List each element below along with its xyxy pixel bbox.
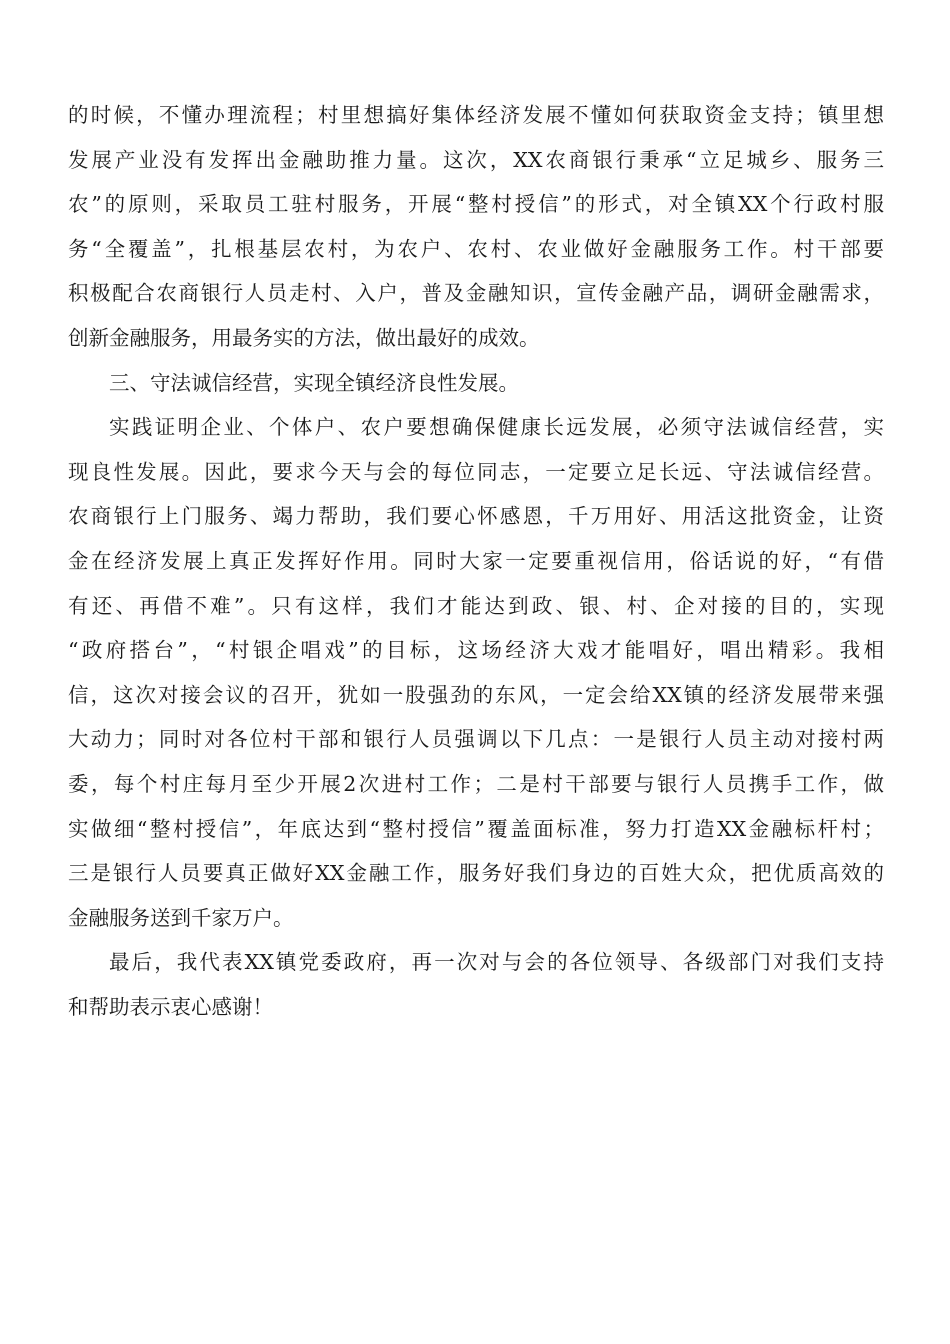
text-line: 信，这次对接会议的召开，犹如一股强劲的东风，一定会给XX镇的经济发展带来强 bbox=[68, 682, 884, 707]
text-line: 创新金融服务，用最务实的方法，做出最好的成效。 bbox=[68, 325, 540, 350]
text-line: “政府搭台”，“村银企唱戏”的目标，这场经济大戏才能唱好，唱出精彩。我相 bbox=[68, 638, 884, 663]
text-line: 实践证明企业、个体户、农户要想确保健康长远发展，必须守法诚信经营，实 bbox=[109, 415, 884, 440]
text-line: 三、守法诚信经营，实现全镇经济良性发展。 bbox=[109, 370, 519, 395]
text-line: 现良性发展。因此，要求今天与会的每位同志，一定要立足长远、守法诚信经营。 bbox=[68, 459, 884, 484]
text-line: 农”的原则，采取员工驻村服务，开展“整村授信”的形式，对全镇XX个行政村服 bbox=[68, 192, 884, 217]
text-line: 大动力；同时对各位村干部和银行人员强调以下几点：一是银行人员主动对接村两 bbox=[68, 727, 884, 752]
text-line: 最后，我代表XX镇党委政府，再一次对与会的各位领导、各级部门对我们支持 bbox=[109, 950, 884, 975]
text-line: 积极配合农商银行人员走村、入户，普及金融知识，宣传金融产品，调研金融需求， bbox=[68, 281, 884, 306]
text-line: 金融服务送到千家万户。 bbox=[68, 905, 294, 930]
text-line: 实做细“整村授信”，年底达到“整村授信”覆盖面标准，努力打造XX金融标杆村； bbox=[68, 816, 884, 841]
text-line: 三是银行人员要真正做好XX金融工作，服务好我们身边的百姓大众，把优质高效的 bbox=[68, 861, 884, 886]
text-line: 和帮助表示衷心感谢！ bbox=[68, 994, 273, 1019]
text-line: 务“全覆盖”，扎根基层农村，为农户、农村、农业做好金融服务工作。村干部要 bbox=[68, 236, 884, 261]
section-heading bbox=[68, 361, 884, 406]
paragraph bbox=[68, 405, 884, 940]
paragraph bbox=[68, 940, 884, 1029]
document-body bbox=[68, 93, 884, 1029]
text-line: 金在经济发展上真正发挥好作用。同时大家一定要重视信用，俗话说的好，“有借 bbox=[68, 548, 884, 573]
text-line: 发展产业没有发挥出金融助推力量。这次，XX农商银行秉承“立足城乡、服务三 bbox=[68, 147, 884, 172]
paragraph bbox=[68, 93, 884, 361]
text-line: 有还、再借不难”。只有这样，我们才能达到政、银、村、企对接的目的，实现 bbox=[68, 593, 884, 618]
text-line: 委，每个村庄每月至少开展2次进村工作；二是村干部要与银行人员携手工作，做 bbox=[68, 771, 884, 796]
text-line: 的时候，不懂办理流程；村里想搞好集体经济发展不懂如何获取资金支持；镇里想 bbox=[68, 103, 884, 127]
text-line: 农商银行上门服务、竭力帮助，我们要心怀感恩，千万用好、用活这批资金，让资 bbox=[68, 504, 884, 529]
